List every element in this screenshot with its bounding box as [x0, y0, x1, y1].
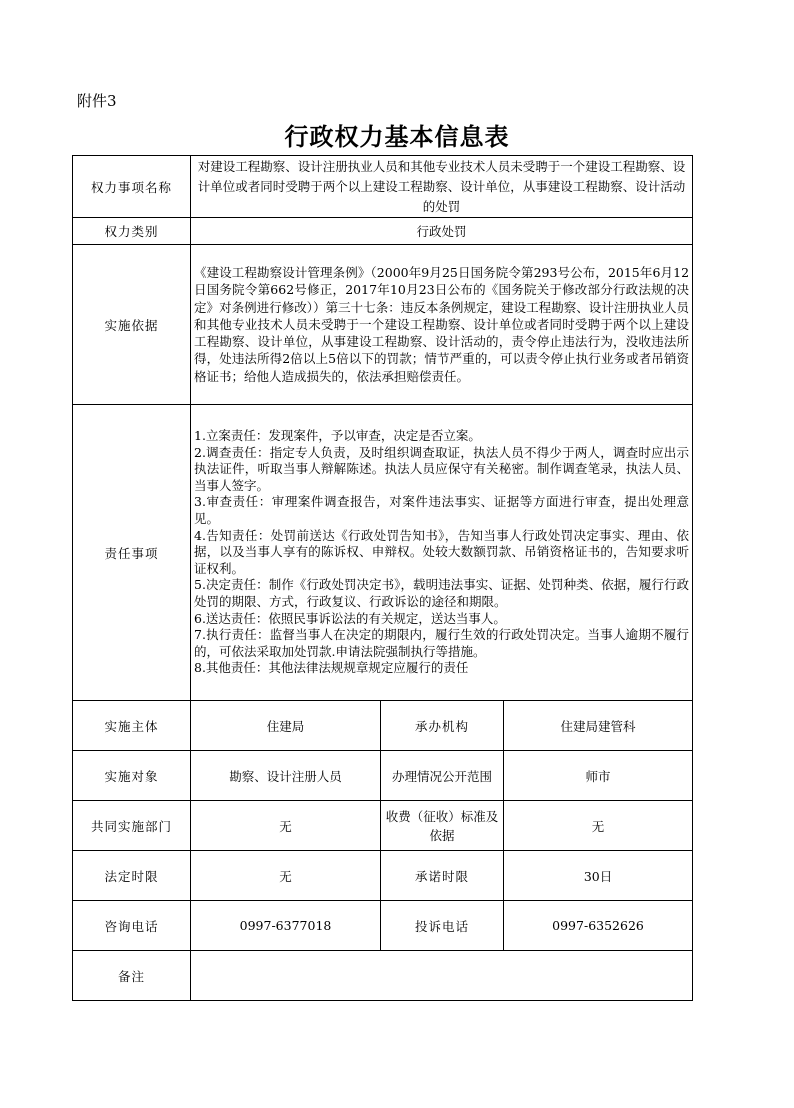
power-type-label: 权力类别	[73, 218, 191, 245]
responsibility-item: 7.执行责任：监督当事人在决定的期限内，履行生效的行政处罚决定。当事人逾期不履行的，可依法采取加处罚款.申请法院强制执行等措施。	[194, 627, 690, 659]
fee-standard-value: 无	[504, 801, 693, 851]
handling-agency-label: 承办机构	[381, 701, 504, 751]
target-label: 实施对象	[73, 751, 191, 801]
table-row	[73, 218, 693, 245]
power-name-label: 权力事项名称	[73, 156, 191, 218]
responsibility-item: 1.立案责任：发现案件，予以审查，决定是否立案。	[194, 428, 481, 444]
table-row	[73, 245, 693, 405]
handling-agency-value: 住建局建管科	[504, 701, 693, 751]
responsibility-item: 5.决定责任：制作《行政处罚决定书》，载明违法事实、证据、处罚种类、依据，履行行政处罚的期限、方式，行政复议、行政诉讼的途径和期限。	[194, 577, 690, 609]
remark-label: 备注	[73, 951, 191, 1001]
target-value: 勘察、设计注册人员	[191, 751, 381, 801]
responsibility-label: 责任事项	[73, 405, 191, 701]
complaint-phone-value: 0997-6352626	[504, 901, 693, 951]
complaint-phone-label: 投诉电话	[381, 901, 504, 951]
responsibility-item: 3.审查责任：审理案件调查报告，对案件违法事实、证据等方面进行审查，提出处理意见。	[194, 494, 690, 527]
table-row	[73, 801, 693, 851]
joint-department-label: 共同实施部门	[73, 801, 191, 851]
responsibility-item: 8.其他责任：其他法律法规规章规定应履行的责任	[194, 660, 469, 676]
inquiry-phone-value: 0997-6377018	[191, 901, 381, 951]
responsibility-item: 4.告知责任：处罚前送达《行政处罚告知书》，告知当事人行政处罚决定事实、理由、依据，以及当事人享有的陈诉权、申辩权。处较大数额罚款、吊销资格证书的，告知要求听证权利。	[194, 527, 690, 576]
responsibility-item: 6.送达责任：依照民事诉讼法的有关规定，送达当事人。	[194, 610, 506, 626]
implementing-body-value: 住建局	[191, 701, 381, 751]
basis-value: 《建设工程勘察设计管理条例》（2000年9月25日国务院令第293号公布，2015年6月12日国务院令第662号修正，2017年10月23日公布的《国务院关于修改部分行政法规的决定》对条例进行修改））第三十七条：违反本条例规定，建设工程勘察、设计注册执业人员和其他专业技术人员未受聘于一个建设工程勘察、设计单位或者同时受聘于两个以上建设工程勘察、设计单位，从事建设工程勘察、设计活动的，责令停止违法行为，没收违法所得，处违法所得2倍以上5倍以下的罚款；情节严重的，可以责令停止执行业务或者吊销资格证书；给他人造成损失的，依法承担赔偿责任。	[191, 245, 693, 405]
page-title: 行政权力基本信息表	[284, 122, 510, 151]
attachment-label: 附件3	[77, 92, 117, 110]
table-row	[73, 901, 693, 951]
table-row	[73, 156, 693, 218]
power-info-table	[72, 155, 693, 1001]
table-row	[73, 751, 693, 801]
joint-department-value: 无	[191, 801, 381, 851]
legal-time-limit-value: 无	[191, 851, 381, 901]
table-row	[73, 851, 693, 901]
remark-value	[191, 951, 693, 1001]
table-row	[73, 701, 693, 751]
inquiry-phone-label: 咨询电话	[73, 901, 191, 951]
disclosure-scope-value: 师市	[504, 751, 693, 801]
promised-time-limit-value: 30日	[504, 851, 693, 901]
power-name-value: 对建设工程勘察、设计注册执业人员和其他专业技术人员未受聘于一个建设工程勘察、设计单位或者同时受聘于两个以上建设工程勘察、设计单位，从事建设工程勘察、设计活动的处罚	[191, 156, 693, 218]
responsibility-value	[191, 405, 693, 701]
disclosure-scope-label: 办理情况公开范围	[381, 751, 504, 801]
implementing-body-label: 实施主体	[73, 701, 191, 751]
responsibility-item: 2.调查责任：指定专人负责，及时组织调查取证，执法人员不得少于两人，调查时应出示执法证件，听取当事人辩解陈述。执法人员应保守有关秘密。制作调查笔录，执法人员、当事人签字。	[194, 444, 690, 493]
basis-label: 实施依据	[73, 245, 191, 405]
power-type-value: 行政处罚	[191, 218, 693, 245]
promised-time-limit-label: 承诺时限	[381, 851, 504, 901]
table-row	[73, 951, 693, 1001]
fee-standard-label: 收费（征收）标准及依据	[381, 801, 504, 851]
table-row	[73, 405, 693, 701]
legal-time-limit-label: 法定时限	[73, 851, 191, 901]
